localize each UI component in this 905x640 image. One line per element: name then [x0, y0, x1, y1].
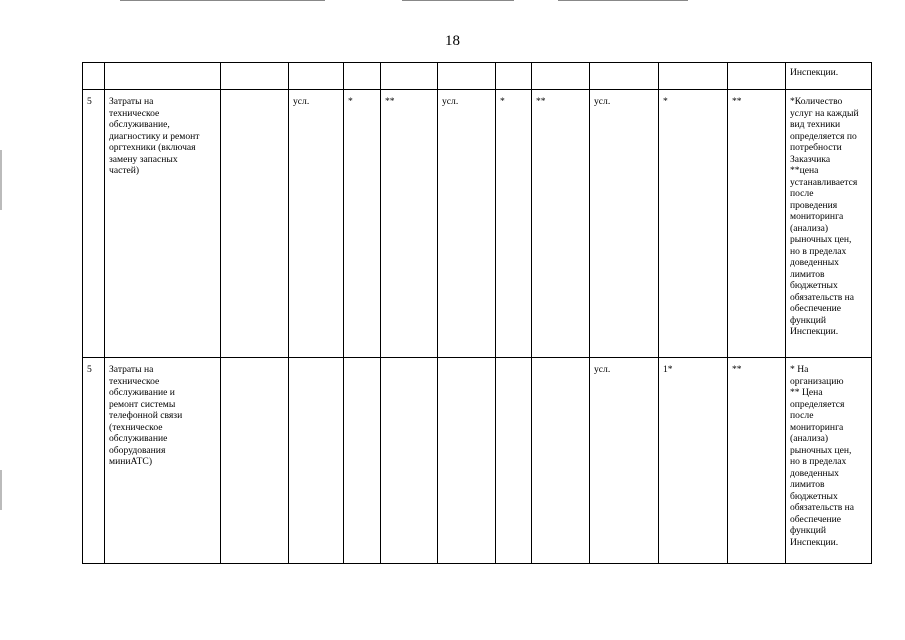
scan-artifact-line	[402, 0, 514, 1]
table-cell	[728, 63, 786, 90]
unit-cell: усл.	[289, 90, 344, 358]
table-cell	[221, 90, 289, 358]
table-cell	[221, 358, 289, 564]
table-cell	[221, 63, 289, 90]
table-row-continuation	[83, 63, 872, 90]
scan-artifact-edge	[0, 470, 2, 510]
row-number: 5	[83, 90, 105, 358]
cost-item-name: Затраты на техническое обслуживание, диагностику и ремонт оргтехники (включая замену запасных частей)	[105, 90, 221, 358]
table-cell	[344, 358, 381, 564]
price-cell: **	[728, 358, 786, 564]
table-row	[83, 90, 872, 358]
table-cell	[105, 63, 221, 90]
table-cell	[590, 63, 659, 90]
scan-artifact-line	[120, 0, 325, 1]
table-cell	[659, 63, 728, 90]
table-cell-note: Инспекции.	[786, 63, 872, 90]
scan-artifact-edge	[0, 150, 2, 210]
table-cell-note: *Количество услуг на каждый вид техники определяется по потребности Заказчика **цена устанавливается после проведения мониторинга (анализа) рыночных цен, но в пределах доведенных лимитов бюджетных обязательств на обеспечение функций Инспекции.	[786, 90, 872, 358]
table-cell	[438, 63, 496, 90]
unit-cell: усл.	[438, 90, 496, 358]
price-cell: **	[532, 90, 590, 358]
unit-cell: усл.	[590, 358, 659, 564]
table-cell	[532, 358, 590, 564]
page-number: 18	[445, 33, 460, 49]
table-cell	[496, 358, 532, 564]
quantity-cell: *	[344, 90, 381, 358]
table-cell	[496, 63, 532, 90]
table-cell	[438, 358, 496, 564]
row-number: 5	[83, 358, 105, 564]
table-cell	[532, 63, 590, 90]
price-cell: **	[728, 90, 786, 358]
table-cell	[344, 63, 381, 90]
unit-cell: усл.	[590, 90, 659, 358]
table-row	[83, 358, 872, 564]
table-cell	[83, 63, 105, 90]
price-cell: **	[381, 90, 438, 358]
quantity-cell: *	[496, 90, 532, 358]
scan-artifact-line	[558, 0, 688, 1]
quantity-cell: 1*	[659, 358, 728, 564]
table-cell	[381, 63, 438, 90]
table-cell-note: * На организацию ** Цена определяется после мониторинга (анализа) рыночных цен, но в пределах доведенных лимитов бюджетных обязательств на обеспечение функций Инспекции.	[786, 358, 872, 564]
cost-item-name: Затраты на техническое обслуживание и ремонт системы телефонной связи (техническое обслуживание оборудования миниАТС)	[105, 358, 221, 564]
quantity-cell: *	[659, 90, 728, 358]
table-cell	[289, 358, 344, 564]
table-cell	[381, 358, 438, 564]
table-cell	[289, 63, 344, 90]
cost-table	[82, 62, 872, 564]
